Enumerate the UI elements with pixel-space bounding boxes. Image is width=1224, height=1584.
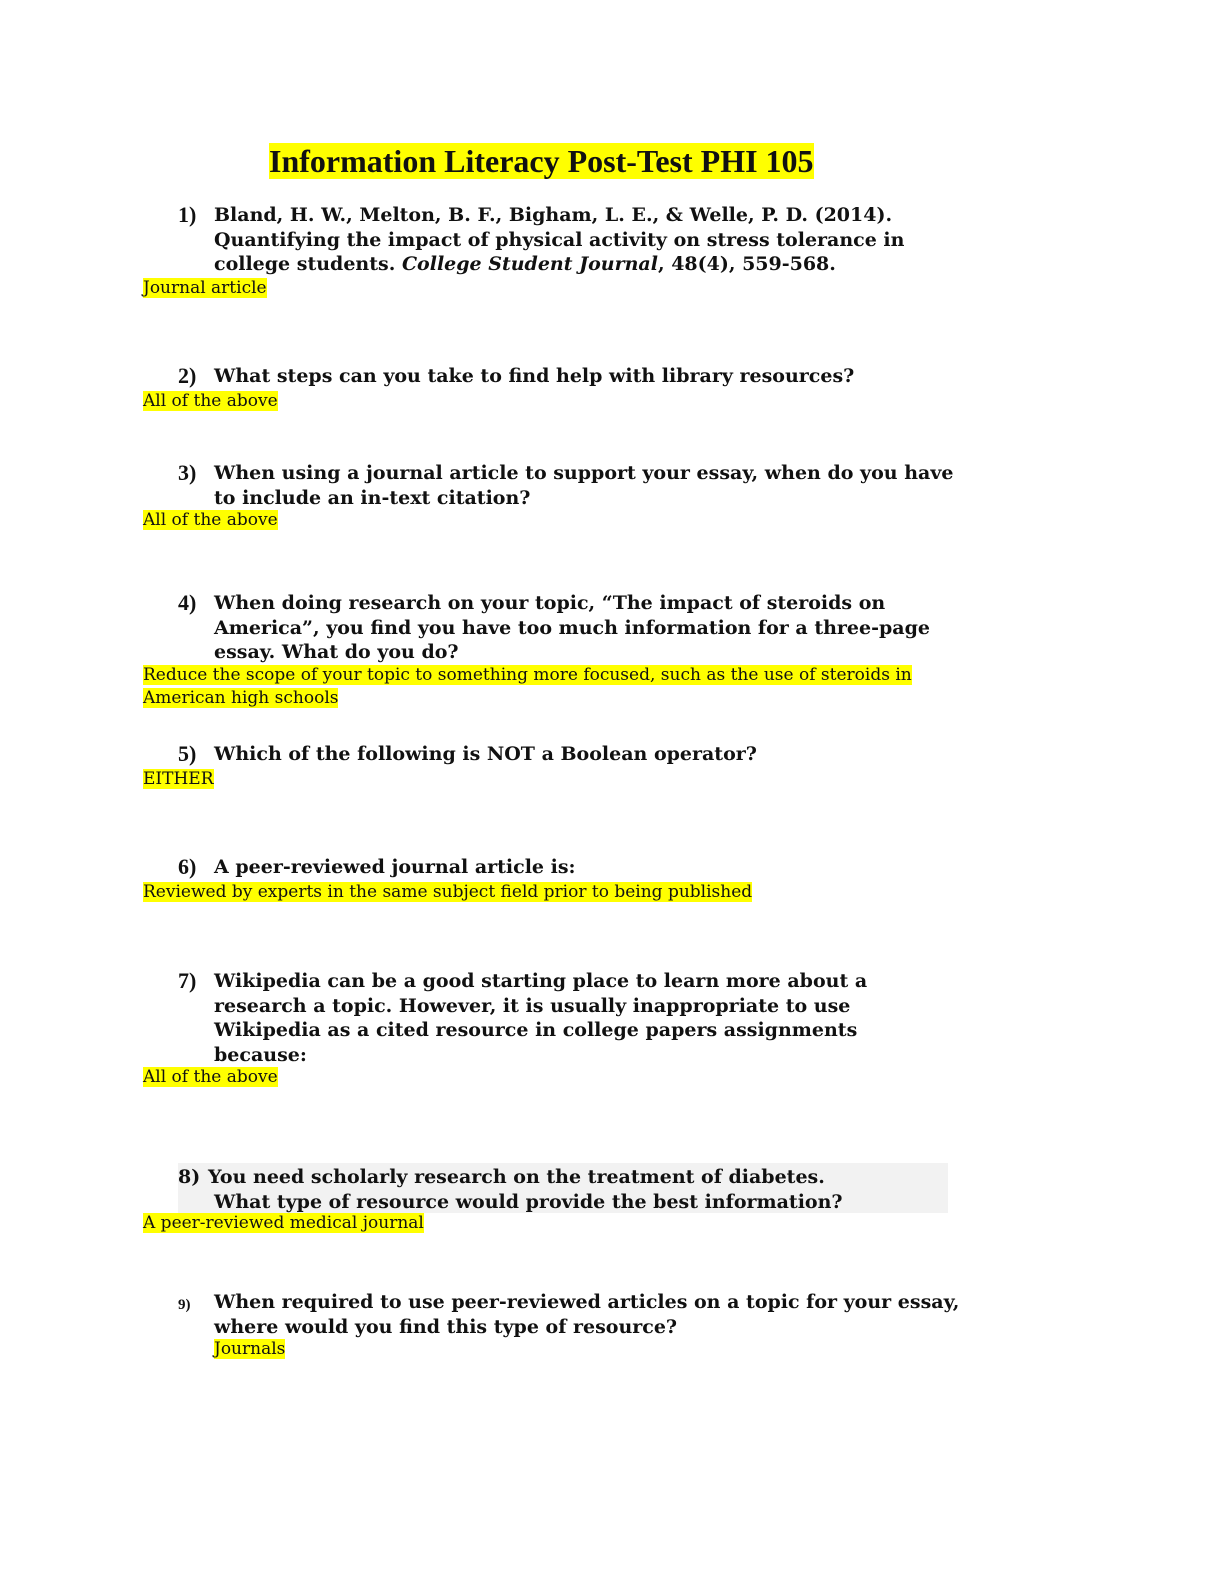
answer-text: EITHER xyxy=(143,769,214,789)
answer-text: Journal article xyxy=(143,278,267,298)
question-7 xyxy=(178,969,1048,1067)
answer-9 xyxy=(214,1338,285,1361)
answer-5 xyxy=(143,768,214,791)
question-number: 8) xyxy=(178,1166,201,1188)
question-number: 3) xyxy=(178,460,197,485)
question-line: When required to use peer-reviewed articles on a topic for your essay, xyxy=(214,1291,960,1313)
answer-text: Reduce the scope of your topic to something more focused, such as the use of steroids in xyxy=(143,665,912,685)
citation-suffix: , 48(4), 559-568. xyxy=(657,253,836,275)
question-2 xyxy=(178,364,1048,389)
question-line: What steps can you take to find help with library resources? xyxy=(214,365,855,387)
question-line: America”, you find you have too much information for a three-page xyxy=(214,616,930,639)
question-number: 7) xyxy=(178,968,197,993)
question-1 xyxy=(178,203,1048,277)
question-text xyxy=(214,855,1048,880)
answer-text: All of the above xyxy=(143,1067,278,1087)
question-text xyxy=(214,203,1048,277)
question-line xyxy=(214,252,1048,277)
question-number: 9) xyxy=(178,1297,191,1313)
answer-line xyxy=(143,768,214,791)
answer-text: Reviewed by experts in the same subject field prior to being published xyxy=(143,882,753,902)
answer-8 xyxy=(143,1212,424,1235)
question-text xyxy=(214,591,1048,665)
answer-line xyxy=(143,390,278,413)
question-line: When doing research on your topic, “The impact of steroids on xyxy=(214,592,886,614)
question-text xyxy=(214,461,1048,510)
answer-line xyxy=(143,277,267,300)
question-5 xyxy=(178,742,1048,767)
answer-text: All of the above xyxy=(143,510,278,530)
question-line: When using a journal article to support your essay, when do you have xyxy=(214,462,954,484)
answer-line xyxy=(143,664,912,687)
question-number: 2) xyxy=(178,363,197,388)
answer-line xyxy=(143,881,752,904)
answer-3 xyxy=(143,509,278,532)
answer-line xyxy=(143,687,912,710)
question-line: essay. What do you do? xyxy=(214,641,459,663)
question-line: where would you find this type of resource? xyxy=(214,1315,678,1338)
question-8 xyxy=(178,1165,1048,1214)
question-text xyxy=(214,1290,1048,1339)
answer-line xyxy=(214,1338,285,1361)
question-9 xyxy=(178,1290,1048,1339)
journal-name: College Student Journal xyxy=(401,253,658,275)
question-line: Which of the following is NOT a Boolean operator? xyxy=(214,743,757,765)
citation-prefix: college students. xyxy=(214,253,402,275)
question-text xyxy=(214,742,1048,767)
answer-6 xyxy=(143,881,752,904)
answer-text: Journals xyxy=(214,1339,286,1359)
answer-line xyxy=(143,1066,278,1089)
page-title xyxy=(269,142,814,180)
question-line: Bland, H. W., Melton, B. F., Bigham, L. E., & Welle, P. D. (2014). xyxy=(214,204,893,226)
question-text xyxy=(214,364,1048,389)
question-text xyxy=(214,969,1048,1067)
question-number: 1) xyxy=(178,202,197,227)
answer-line xyxy=(143,509,278,532)
answer-2 xyxy=(143,390,278,413)
question-4 xyxy=(178,591,1048,665)
question-line: because: xyxy=(214,1043,307,1066)
question-line: Wikipedia as a cited resource in college papers assignments xyxy=(214,1019,858,1041)
answer-4 xyxy=(143,664,912,710)
answer-1 xyxy=(143,277,267,300)
page-title-text: Information Literacy Post-Test PHI 105 xyxy=(269,143,814,179)
question-line: What type of resource would provide the best information? xyxy=(214,1190,843,1213)
answer-7 xyxy=(143,1066,278,1089)
question-line: Wikipedia can be a good starting place to learn more about a xyxy=(214,970,868,992)
question-line: A peer-reviewed journal article is: xyxy=(214,856,576,878)
question-number: 4) xyxy=(178,590,197,615)
question-line: to include an in-text citation? xyxy=(214,486,531,509)
question-3 xyxy=(178,461,1048,510)
answer-text: A peer-reviewed medical journal xyxy=(143,1213,424,1233)
question-line: Quantifying the impact of physical activity on stress tolerance in xyxy=(214,228,905,251)
answer-text: All of the above xyxy=(143,391,278,411)
question-number: 6) xyxy=(178,854,197,879)
question-line: You need scholarly research on the treatment of diabetes. xyxy=(208,1166,825,1188)
question-line: research a topic. However, it is usually inappropriate to use xyxy=(214,994,851,1017)
answer-line xyxy=(143,1212,424,1235)
question-6 xyxy=(178,855,1048,880)
question-text xyxy=(208,1165,1048,1214)
answer-text: American high schools xyxy=(143,688,339,708)
question-number: 5) xyxy=(178,741,197,766)
